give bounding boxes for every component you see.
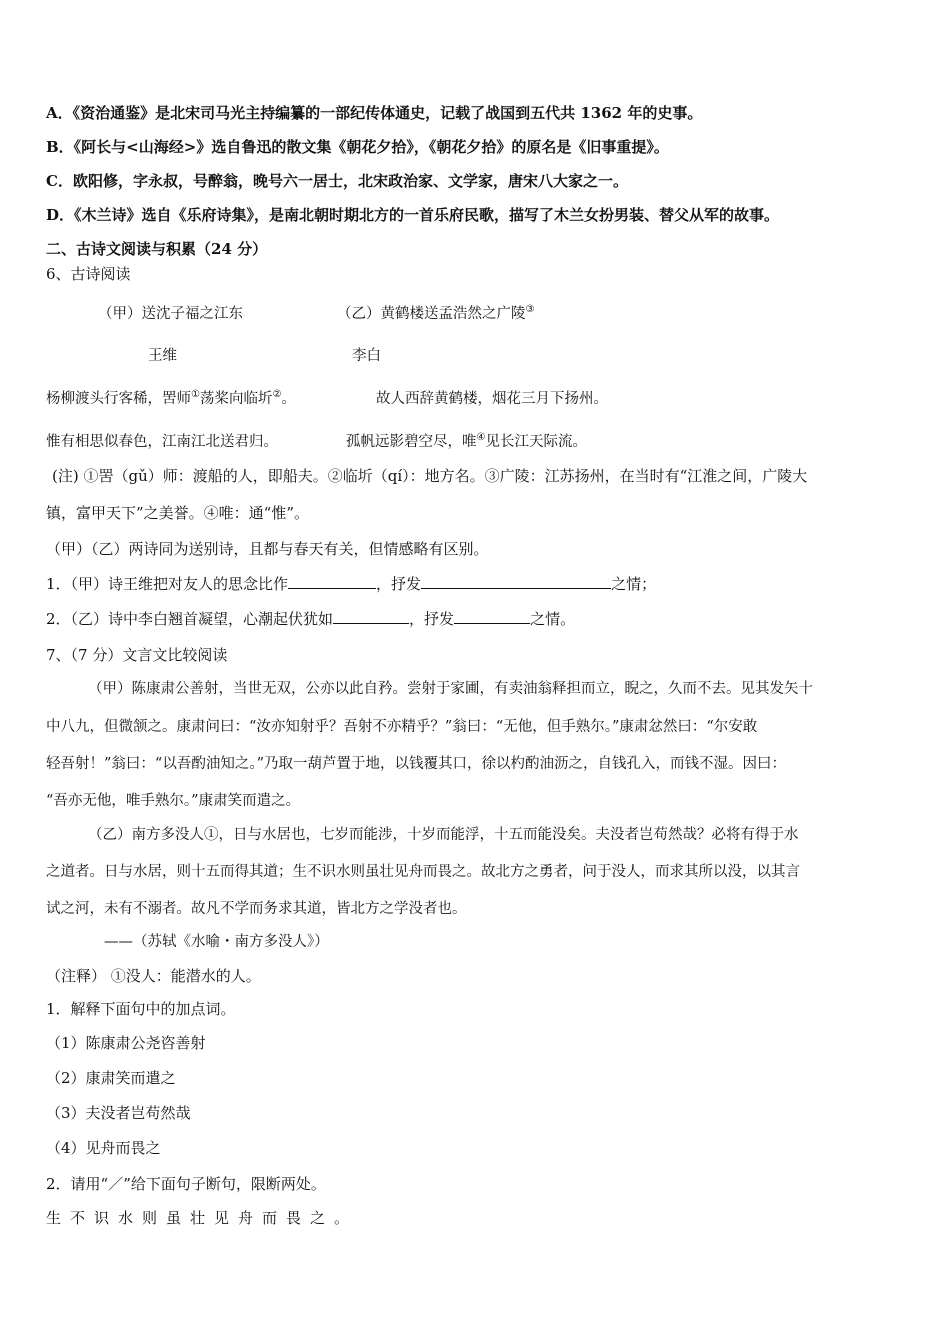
poem-notes-line2: 镇，富甲天下”之美誉。④唯：通“惟”。	[46, 504, 310, 522]
passage-jia-line: （甲）陈康肃公善射，当世无双，公亦以此自矜。尝射于家圃，有卖油翁释担而立，睨之，久而不去。见其发矢十	[88, 681, 813, 697]
poem-yi-line1: 故人西辞黄鹤楼，烟花三月下扬州。	[376, 391, 608, 407]
q7-sub1-item: （4）见舟而畏之	[46, 1139, 161, 1157]
passage-yi-line: （乙）南方多没人①，日与水居也，七岁而能涉，十岁而能浮，十五而能没矣。夫没者岂苟然哉？必将有得于水	[88, 827, 799, 843]
answer-blank[interactable]	[454, 609, 530, 624]
poem-jia-title: （甲）送沈子福之江东	[98, 306, 243, 322]
passage-jia-line: “吾亦无他，唯手熟尔。”康肃笑而遣之。	[46, 793, 301, 809]
choice-c: C．欧阳修，字永叔，号醉翁，晚号六一居士，北宋政治家、文学家，唐宋八大家之一。	[46, 172, 628, 190]
answer-blank[interactable]	[333, 609, 409, 624]
answer-blank[interactable]	[288, 574, 376, 589]
passage-yi-line: 之道者。日与水居，则十五而得其道；生不识水则虽壮见舟而畏之。故北方之勇者，问于没人，而求其所以没，以其言	[46, 864, 800, 880]
section-heading: 二、古诗文阅读与积累（24 分）	[46, 240, 268, 258]
passage-note: （注释） ①没人：能潜水的人。	[46, 967, 261, 985]
poem-jia-line2: 惟有相思似春色，江南江北送君归。	[46, 434, 278, 450]
poem-yi-title: （乙）黄鹤楼送孟浩然之广陵③	[337, 304, 535, 322]
q7-sub2-sentence: 生不识水则虽壮见舟而畏之。	[46, 1209, 359, 1227]
q6-sub1: 1．（甲）诗王维把对友人的思念比作 ，抒发 之情；	[46, 575, 657, 593]
q7-sub1-item: （3）夫没者岂苟然哉	[46, 1104, 191, 1122]
q7-sub1-item: （2）康肃笑而遣之	[46, 1069, 176, 1087]
poem-jia-line1: 杨柳渡头行客稀，罟师①荡桨向临圻②。	[46, 389, 296, 407]
q7-title: 7、（7 分）文言文比较阅读	[46, 646, 228, 664]
q6-title: 6、古诗阅读	[46, 265, 131, 283]
q7-sub2: 2．请用“／”给下面句子断句，限断两处。	[46, 1175, 326, 1193]
poem-jia-author: 王维	[148, 348, 177, 364]
passage-source: ——（苏轼《水喻・南方多没人》）	[104, 934, 329, 950]
q6-intro: （甲）（乙）两诗同为送别诗，且都与春天有关，但情感略有区别。	[46, 540, 489, 558]
choice-a: A．《资治通鉴》是北宋司马光主持编纂的一部纪传体通史，记载了战国到五代共 1362 年的史事。	[46, 104, 703, 122]
poem-notes-line1: (注) ①罟（gǔ）师：渡船的人，即船夫。②临圻（qí）：地方名。③广陵：江苏扬州，在当时有“江淮之间，广陵大	[52, 467, 808, 485]
answer-blank[interactable]	[421, 574, 611, 589]
poem-yi-line2: 孤帆远影碧空尽，唯④见长江天际流。	[346, 432, 587, 450]
choice-d: D．《木兰诗》选自《乐府诗集》，是南北朝时期北方的一首乐府民歌，描写了木兰女扮男装、替父从军的故事。	[46, 206, 780, 224]
passage-jia-line: 中八九，但微颔之。康肃问曰：“汝亦知射乎？吾射不亦精乎？”翁曰：“无他，但手熟尔。”康肃忿然曰：“尔安敢	[46, 719, 758, 735]
passage-jia-line: 轻吾射！”翁曰：“以吾酌油知之。”乃取一葫芦置于地，以钱覆其口，徐以杓酌油沥之，自钱孔入，而钱不湿。因曰：	[46, 756, 786, 772]
q7-sub1: 1．解释下面句中的加点词。	[46, 1000, 236, 1018]
q7-sub1-item: （1）陈康肃公尧咨善射	[46, 1034, 206, 1052]
choice-b: B．《阿长与<山海经>》选自鲁迅的散文集《朝花夕拾》，《朝花夕拾》的原名是《旧事重提》。	[46, 138, 669, 156]
q6-sub2: 2．（乙）诗中李白翘首凝望，心潮起伏犹如 ，抒发 之情。	[46, 610, 576, 628]
passage-yi-line: 试之河，未有不溺者。故凡不学而务求其道，皆北方之学没者也。	[46, 901, 467, 917]
poem-yi-author: 李白	[352, 348, 381, 364]
